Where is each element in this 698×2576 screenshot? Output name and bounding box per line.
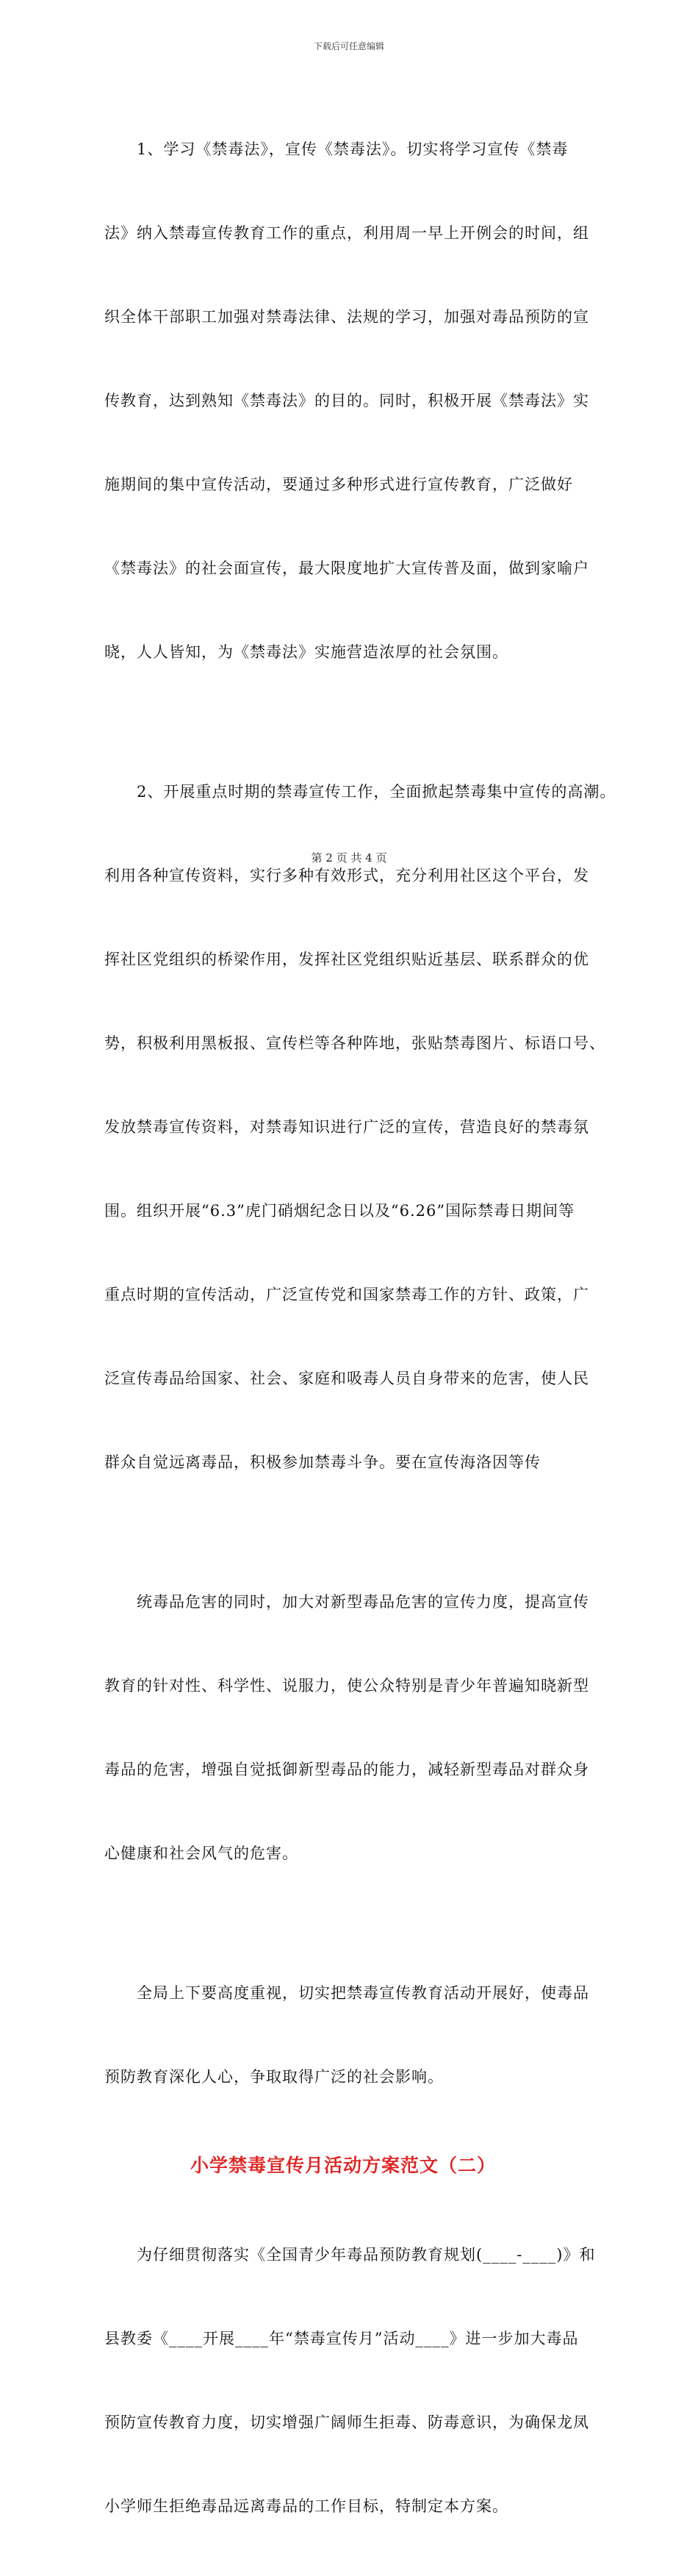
text-line: 泛宣传毒品给国家、社会、家庭和吸毒人员自身带来的危害，使人民 — [104, 1370, 589, 1387]
text-line: 势，积极利用黑板报、宣传栏等各种阵地，张贴禁毒图片、标语口号、 — [104, 1034, 605, 1052]
text-line: 毒品的危害，增强自觉抵御新型毒品的能力，减轻新型毒品对群众身 — [104, 1761, 589, 1778]
text-line: 预防教育深化人心，争取取得广泛的社会影响。 — [104, 2068, 444, 2086]
text-line: 为仔细贯彻落实《全国青少年毒品预防教育规划(____-____)》和 — [137, 2246, 596, 2264]
text-line: 重点时期的宣传活动，广泛宣传党和国家禁毒工作的方针、政策，广 — [104, 1286, 589, 1303]
paragraph-2 — [104, 722, 616, 1532]
text-line: 预防宣传教育力度，切实增强广阔师生拒毒、防毒意识，为确保龙凤 — [104, 2414, 589, 2431]
paragraph-1 — [104, 79, 611, 722]
text-line: 传教育，达到熟知《禁毒法》的目的。同时，积极开展《禁毒法》实 — [104, 392, 589, 409]
text-line: 小学师生拒绝毒品远离毒品的工作目标，特制定本方案。 — [104, 2497, 508, 2515]
text-line: 全局上下要高度重视，切实把禁毒宣传教育活动开展好，使毒品 — [137, 1984, 589, 2002]
paragraph-4 — [104, 1923, 611, 2147]
section-title: 小学禁毒宣传月活动方案范文（二） — [190, 2155, 496, 2176]
page-header-note: 下载后可任意编辑 — [313, 41, 384, 51]
text-line: 发放禁毒宣传资料，对禁毒知识进行广泛的宣传，营造良好的禁毒氛 — [104, 1118, 589, 1136]
page-number-footer: 第 2 页 共 4 页 — [311, 851, 387, 865]
document-body — [104, 79, 616, 2576]
text-line: 县教委《____开展____年“禁毒宣传月”活动____》进一步加大毒品 — [104, 2330, 579, 2347]
text-line: 挥社区党组织的桥梁作用，发挥社区党组织贴近基层、联系群众的优 — [104, 951, 589, 968]
text-line: 《禁毒法》的社会面宣传，最大限度地扩大宣传普及面，做到家喻户 — [104, 559, 589, 577]
text-line: 群众自觉远离毒品，积极参加禁毒斗争。要在宣传海洛因等传 — [104, 1453, 541, 1471]
text-line: 晓，人人皆知，为《禁毒法》实施营造浓厚的社会氛围。 — [104, 643, 508, 661]
text-line: 统毒品危害的同时，加大对新型毒品危害的宣传力度，提高宣传 — [137, 1593, 589, 1611]
text-line: 利用各种宣传资料，实行多种有效形式，充分利用社区这个平台，发 — [104, 867, 589, 884]
text-line: 2、开展重点时期的禁毒宣传工作，全面掀起禁毒集中宣传的高潮。 — [137, 783, 616, 801]
section-paragraph-1 — [104, 2185, 611, 2576]
text-line: 教育的针对性、科学性、说服力，使公众特别是青少年普遍知晓新型 — [104, 1677, 589, 1695]
text-line: 施期间的集中宣传活动，要通过多种形式进行宣传教育，广泛做好 — [104, 476, 573, 493]
text-line: 织全体干部职工加强对禁毒法律、法规的学习，加强对毒品预防的宣 — [104, 308, 589, 326]
text-line: 围。组织开展“6.3”虎门硝烟纪念日以及“6.26”国际禁毒日期间等 — [104, 1202, 575, 1220]
text-line: 心健康和社会风气的危害。 — [104, 1845, 298, 1862]
text-line: 1、学习《禁毒法》，宣传《禁毒法》。切实将学习宣传《禁毒 — [137, 140, 569, 158]
text-line: 法》纳入禁毒宣传教育工作的重点，利用周一早上开例会的时间，组 — [104, 224, 589, 242]
paragraph-3 — [104, 1532, 611, 1923]
